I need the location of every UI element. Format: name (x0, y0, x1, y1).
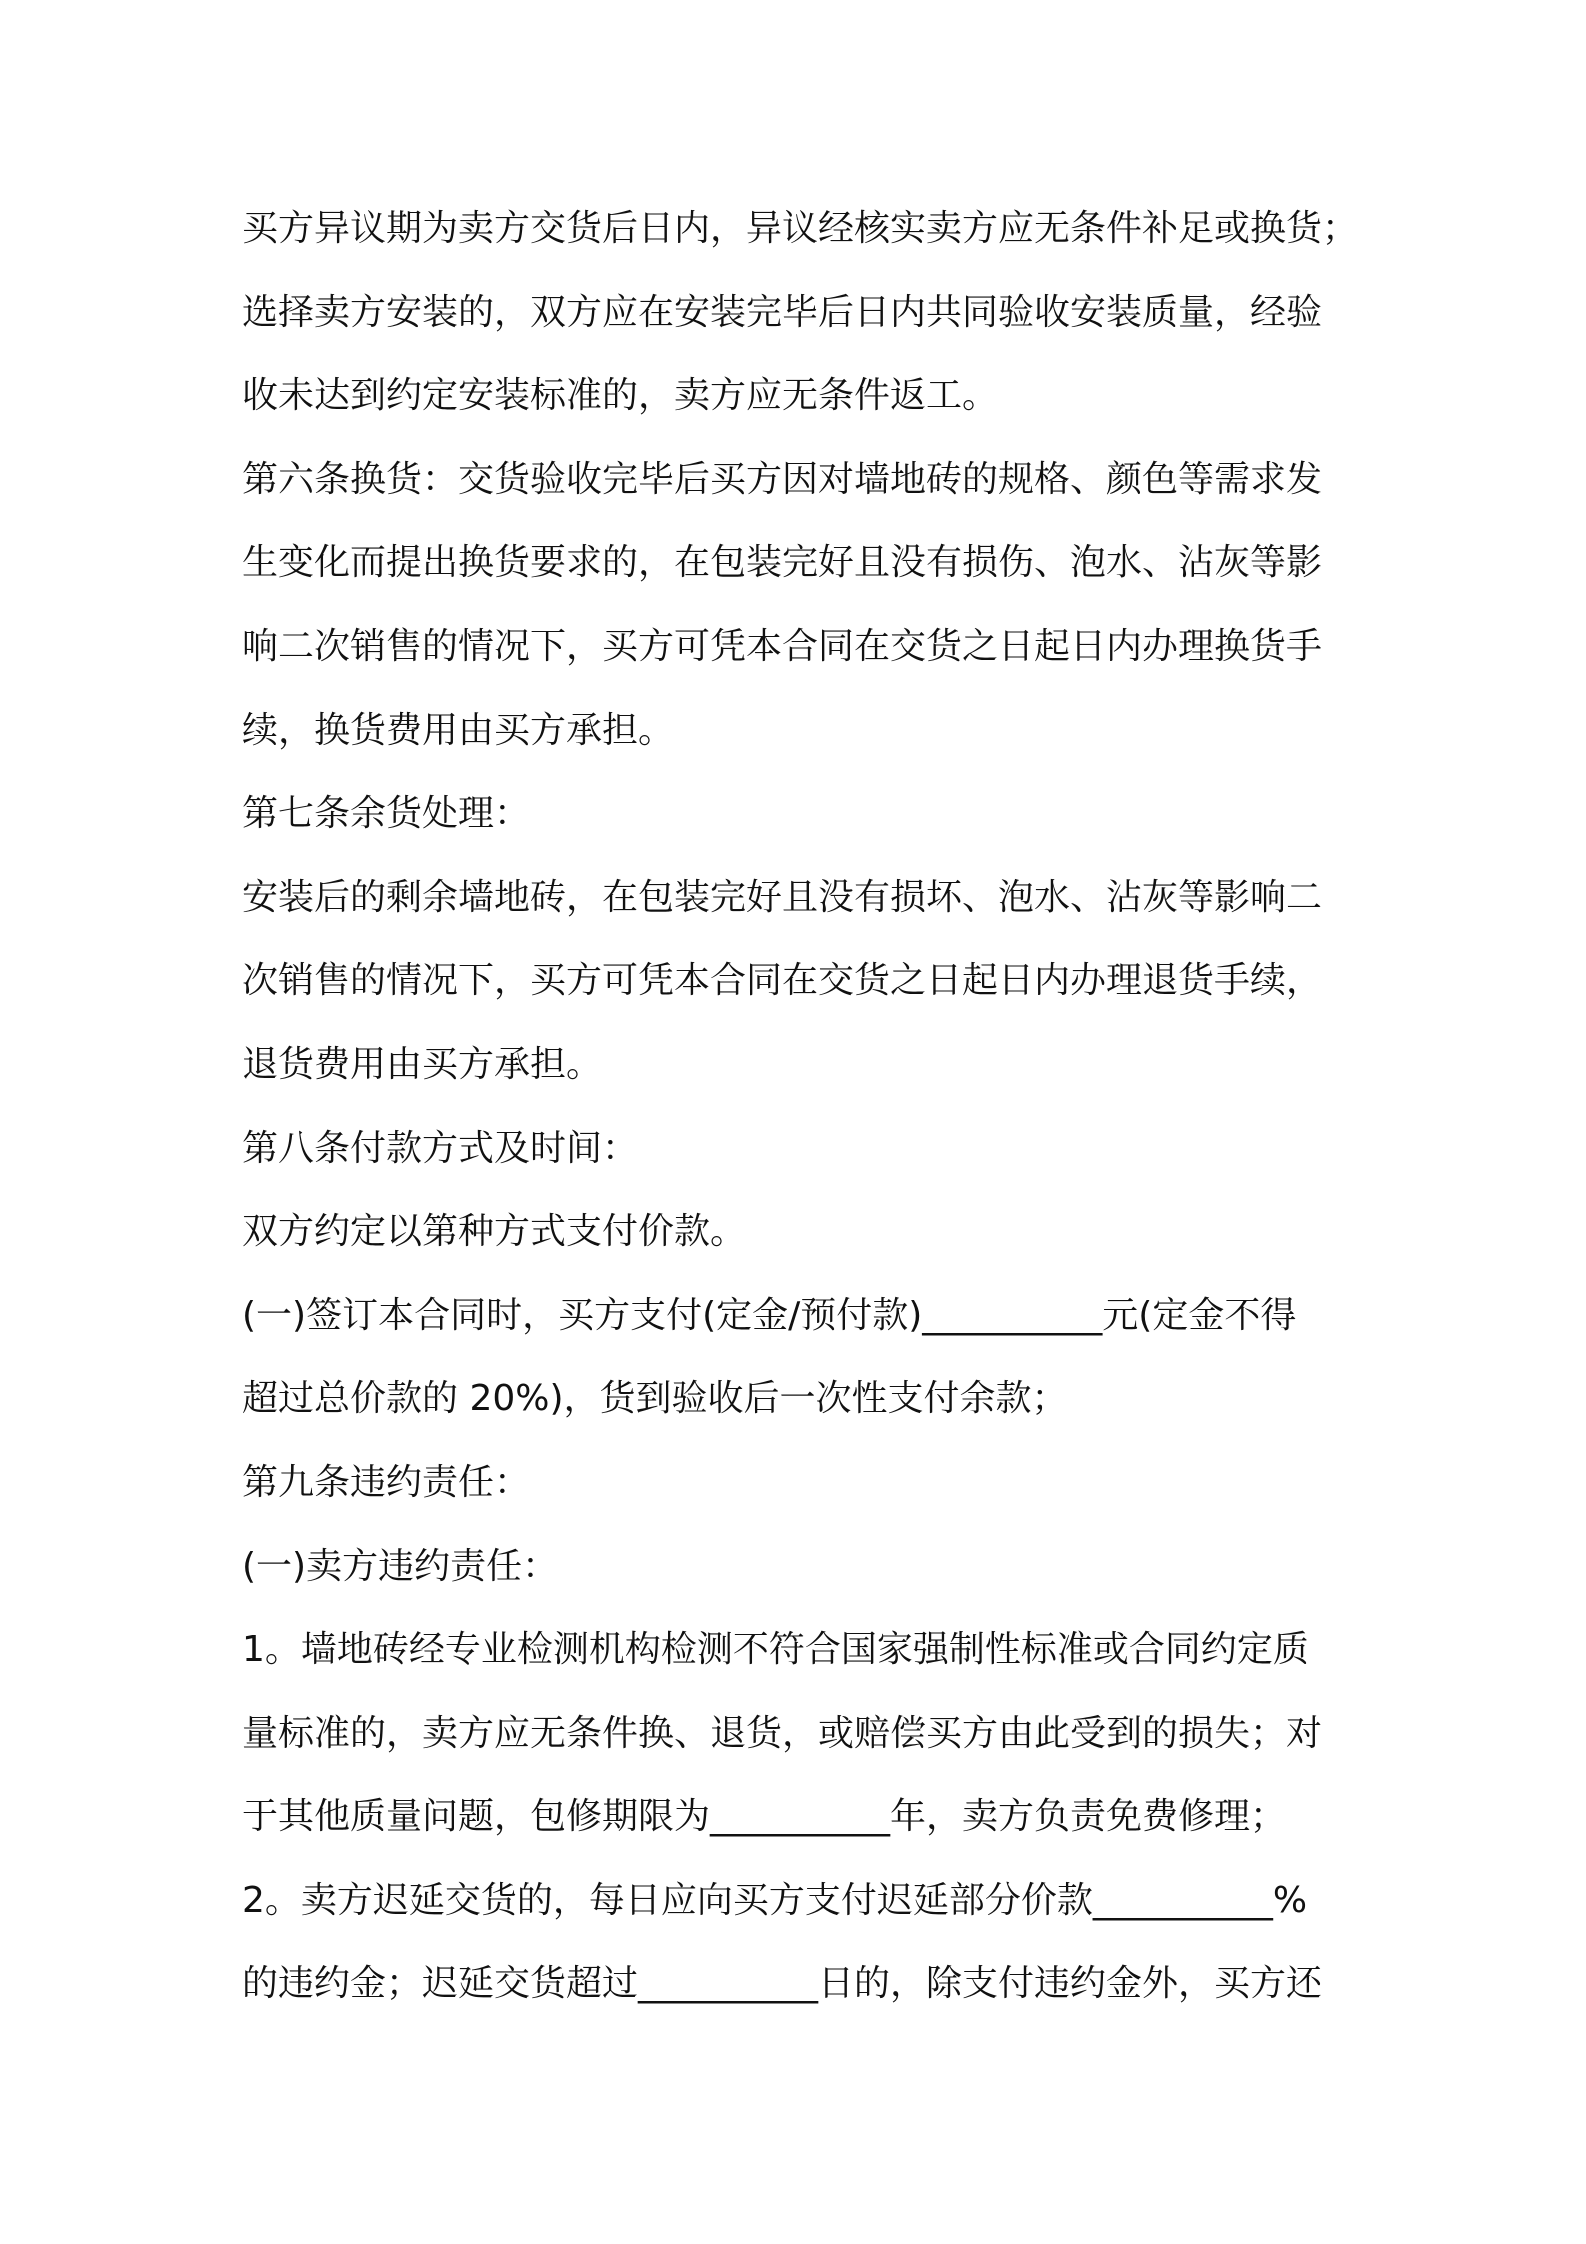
text-line: 收未达到约定安装标准的，卖方应无条件返工。 (242, 375, 999, 417)
text-line: (一)签订本合同时，买方支付(定金/预付款)__________元(定金不得 (242, 1294, 1297, 1336)
text-line: 2。卖方迟延交货的，每日应向买方支付迟延部分价款__________% (242, 1879, 1308, 1921)
text-line: 第六条换货：交货验收完毕后买方因对墙地砖的规格、颜色等需求发 (242, 458, 1323, 500)
text-line: 选择卖方安装的，双方应在安装完毕后日内共同验收安装质量，经验 (242, 291, 1323, 333)
text-line: 安装后的剩余墙地砖，在包装完好且没有损坏、泡水、沾灰等影响二 (242, 876, 1323, 918)
text-line: 买方异议期为卖方交货后日内，异议经核实卖方应无条件补足或换货； (242, 208, 1359, 249)
text-line: 超过总价款的 20%)，货到验收后一次性支付余款； (242, 1378, 1068, 1420)
text-line: 量标准的，卖方应无条件换、退货，或赔偿买方由此受到的损失；对 (242, 1712, 1323, 1754)
text-line: 生变化而提出换货要求的，在包装完好且没有损伤、泡水、沾灰等影 (242, 542, 1323, 584)
section-heading: 第九条违约责任： (242, 1461, 531, 1503)
text-line: 次销售的情况下，买方可凭本合同在交货之日起日内办理退货手续， (242, 960, 1323, 1002)
text-line: 响二次销售的情况下，买方可凭本合同在交货之日起日内办理换货手 (242, 625, 1323, 667)
text-line: 于其他质量问题，包修期限为__________年，卖方负责免费修理； (242, 1796, 1287, 1838)
text-line: 的违约金；迟延交货超过__________日的，除支付违约金外，买方还 (242, 1963, 1323, 2005)
text-line: 双方约定以第种方式支付价款。 (242, 1211, 747, 1253)
text-line: 退货费用由买方承担。 (242, 1043, 603, 1085)
text-line: 续，换货费用由买方承担。 (242, 709, 675, 751)
section-heading: 第七条余货处理： (242, 793, 531, 835)
subsection-heading: (一)卖方违约责任： (242, 1545, 559, 1587)
section-heading: 第八条付款方式及时间： (242, 1127, 639, 1169)
text-line: 1。墙地砖经专业检测机构检测不符合国家强制性标准或合同约定质 (242, 1629, 1309, 1671)
contract-body-text (242, 187, 1372, 2026)
